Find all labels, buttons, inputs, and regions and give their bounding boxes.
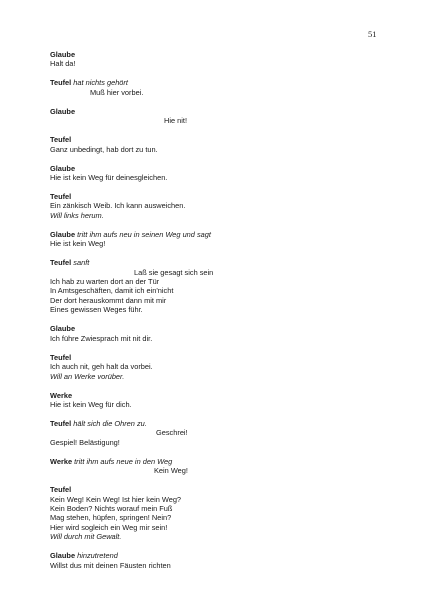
speaker-line [50,258,380,267]
dialogue-line: Hier wird sogleich ein Weg mir sein! [50,522,168,532]
play-script [50,50,380,570]
page-number: 51 [368,29,377,39]
dialogue-line: Gespiel! Belästigung! [50,437,120,447]
speech-block [50,419,380,447]
speaker-line [50,164,380,173]
speaker-line [50,324,380,333]
dialogue-line: Ganz unbedingt, hab dort zu tun. [50,144,158,154]
speaker-name: Werke [50,390,73,400]
speaker-line [50,485,380,494]
speech-block [50,457,380,476]
dialogue-line: Ich auch nit, geh halt da vorbei. [50,362,153,372]
speaker-name: Glaube [50,551,76,561]
dialogue-line: Eines gewissen Weges führ. [50,305,143,315]
speaker-name: Glaube [50,106,76,116]
speaker-line [50,135,380,144]
speech-block [50,107,380,126]
speaker-name: Teufel [50,485,72,495]
dialogue-line: Kein Boden? Nichts worauf mein Fuß [50,503,173,513]
dialogue-line: In Amtsgeschäften, damit ich ein'nicht [50,286,174,296]
speaker-line [50,230,380,239]
stage-direction-line: Will an Werke vorüber. [50,371,125,381]
stage-direction: hat nichts gehört [73,78,128,88]
speaker-line [50,78,380,87]
speaker-name: Glaube [50,163,76,173]
stage-direction: tritt ihm aufs neu in seinen Weg und sagt [77,229,211,239]
dialogue-line: Muß hier vorbei. [90,87,144,97]
speaker-line [50,551,380,560]
dialogue-line: Hie nit! [164,116,188,126]
speaker-name: Teufel [50,418,72,428]
dialogue-line: Laß sie gesagt sich sein [134,267,214,277]
stage-direction: hinzutretend [77,551,118,561]
speech-block [50,192,380,220]
stage-direction: sanft [73,258,90,268]
speaker-line [50,419,380,428]
speaker-line [50,192,380,201]
speaker-name: Glaube [50,50,76,59]
dialogue-line: Hie ist kein Weg! [50,239,106,249]
speech-block [50,50,380,69]
speech-block [50,230,380,249]
speech-block [50,551,380,570]
dialogue-line: Hie ist kein Weg für deinesgleichen. [50,173,168,183]
speaker-name: Teufel [50,135,72,145]
speaker-name: Glaube [50,324,76,334]
speech-block [50,324,380,343]
stage-direction-line: Will durch mit Gewalt. [50,532,122,542]
speaker-line [50,353,380,362]
dialogue-line: Hie ist kein Weg für dich. [50,399,132,409]
speaker-name: Teufel [50,352,72,362]
dialogue-line: Ich hab zu warten dort an der Tür [50,277,160,287]
dialogue-line: Mag stehen, hüpfen, springen! Nein? [50,513,172,523]
speaker-name: Werke [50,456,73,466]
speech-block [50,353,380,381]
dialogue-line: Ich führe Zwiesprach mit nit dir. [50,333,153,343]
speech-block [50,78,380,97]
speaker-name: Teufel [50,192,72,202]
speech-block [50,258,380,314]
dialogue-line: Willst dus mit deinen Fäusten richten [50,560,171,570]
dialogue-line: Kein Weg! Kein Weg! Ist hier kein Weg? [50,494,182,504]
speaker-name: Teufel [50,258,72,268]
speaker-name: Teufel [50,78,72,88]
stage-direction: hält sich die Ohren zu. [73,418,147,428]
speaker-line [50,50,380,59]
dialogue-line: Der dort herauskommt dann mit mir [50,295,167,305]
speech-block [50,485,380,541]
dialogue-line: Ein zänkisch Weib. Ich kann ausweichen. [50,201,186,211]
speaker-name: Glaube [50,229,76,239]
speaker-line [50,391,380,400]
stage-direction-line: Will links herum. [50,210,104,220]
stage-direction: tritt ihm aufs neue in den Weg [74,456,173,466]
speaker-line [50,107,380,116]
speaker-line [50,457,380,466]
dialogue-line: Geschrei! [156,428,188,438]
speech-block [50,391,380,410]
dialogue-line: Kein Weg! [154,466,188,476]
dialogue-line: Halt da! [50,59,76,69]
speech-block [50,135,380,154]
speech-block [50,164,380,183]
